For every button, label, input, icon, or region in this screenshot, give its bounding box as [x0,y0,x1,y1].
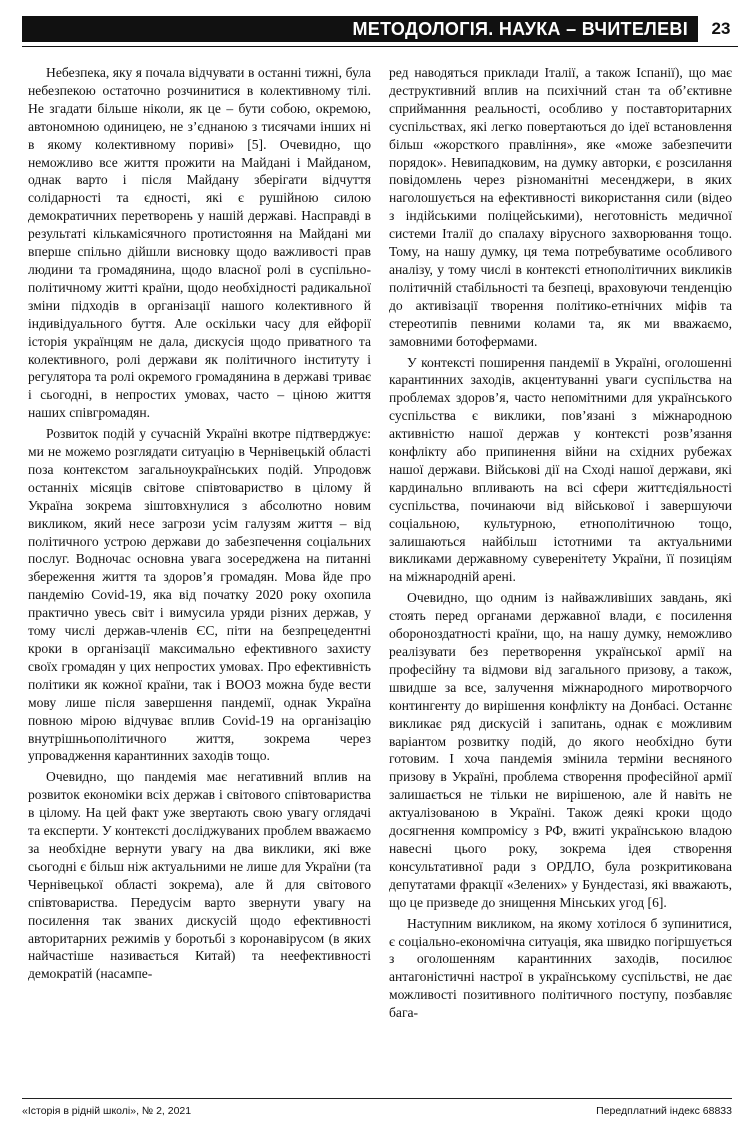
header-rule [22,46,738,47]
left-column [28,64,371,1078]
paragraph: Очевидно, що одним із найважливіших завдань, які стоять перед органами державної влади, є посилення обороноздатності країни, що, на нашу думку, неможливо реалізувати без перетворення української армії на професійну та відмови від загального призову, а також, швидше за все, залучення міжнародного миротворчого контингенту до вирішення конфлікту на Донбасі. Останнє викликає ряд дискусій і запитань, однак є можливим варіантом розвитку подій, до якого необхідно бути готовим. І хоча пандемія змінила терміни весняного призову в Україні, проблема створення професійної армії залишається не тільки не вирішеною, але й навіть не актуалізованою в Україні. Також деякі кроки щодо досягнення компромісу з РФ, вжиті українською владою навесні цього року, зокрема ідея створення консультативної ради з ОРДЛО, була розкритикована депутатами фракції «Зелених» у Бундестазі, які вважають, що це призведе до знищення Мінських угод [6]. [389,590,732,910]
right-column [389,64,732,1078]
paragraph: Очевидно, що пандемія має негативний вплив на розвиток економіки всіх держав і світового співтовариства в цілому. На цей факт уже звертають свою увагу оглядачі та експерти. У контексті досліджуваних проблем вважаємо за необхідне вернути увагу на два виклики, які вже сьогодні є більш ніж актуальними не лише для України (та Чернівецької області зокрема), але й для світового співтовариства. Передусім варто звернути увагу на посилення так званих дискусій щодо ефективності авторитарних режимів у боротьбі з коронавірусом (в яких найчастіше називається Китай) та неефективності демократій (насампе- [28,769,371,982]
paragraph: Розвиток подій у сучасній Україні вкотре підтверджує: ми не можемо розглядати ситуацію в Чернівецькій області поза контекстом загальноукраїнських подій. Упродовж останніх місяців світове співтовариство в цілому й Україна зокрема зіштовхнулися з абсолютно новим викликом, який несе загрози усім галузям життя – від політичного устрою держави до забезпечення соціальних послуг. Водночас основна увага зосереджена на питанні збереження життя та здоров’я громадян. Мова йде про пандемію Covid-19, яка від початку 2020 року охопила практично увесь світ і вимусила уряди різних держав, у тому числі держав-членів ЄС, піти на безпрецедентні кроки в організації максимально ефективного захисту своїх громадян у цих непростих умовах. Про ефективність політики як кожної країни, так і ВООЗ можна буде вести мову лише після завершення пандемії, однак Україна повною мірою відчуває вплив Covid-19 на організацію внутрішньополітичного життя, зокрема через упровадження карантинних заходів тощо. [28,426,371,764]
paragraph: ред наводяться приклади Італії, а також Іспанії), що має деструктивний вплив на психічний стан та об’єктивне сприйманння реальності, особливо у поставторитарних суспільствах, які легко повертаються до ідеї встановлення більш «жорсткого правління», яке «може забезпечити порядок». Невипадковим, на думку авторки, є розсилання повідомлень через різноманітні месенджери, в яких наголошується на ефективності використання сили (відео з індійськими поліцейськими), неготовність медичної системи Італії до спалаху вірусного захворювання тощо. Тому, на нашу думку, ця тема потребуватиме особливого аналізу, у тому числі в контексті етнополітичних викликів політичній стабільності та безпеці, враховуючи тенденцію до активізації творення політико-етнічних міфів та стереотипів певними колами та, як ми вважаємо, замовними ботофермами. [389,65,732,349]
page-number: 23 [711,19,731,38]
footer-subscription: Передплатний індекс 68833 [596,1105,732,1117]
footer-rule [22,1098,732,1099]
section-title: МЕТОДОЛОГІЯ. НАУКА – ВЧИТЕЛЕВІ [352,19,688,39]
paragraph: Наступним викликом, на якому хотілося б зупинитися, є соціально-економічна ситуація, яка швидко погіршується з оголошенням карантинних заходів, посилює антагоністичні настрої в українському суспільстві, не дає можливості позитивного політичного поступу, позбавляє бага- [389,915,732,1021]
article-body [28,64,732,1078]
paragraph: Небезпека, яку я почала відчувати в останні тижні, була небезпекою остаточно розчинитися в колективному тілі. Не згадати більше ніколи, як це – бути собою, окремою, автономною одиницею, не з’єднаною з тисячами інших ні в якому колективному пориві» [5]. Очевидно, що неможливо все життя прожити на Майдані і Майданом, однак варто і після Майдану зберігати відчуття солідарності та єдності, які є рушійною силою демократичних перетворень у нашій державі. Насправді в результаті кількамісячного протистояння на Майдані ми вперше спільно дійшли висновку щодо важливості прав людини та громадянина, щодо власної ролі в суспільно-політичному житті країни, щодо необхідності радикальної зміни підходів в організації нашого колективного й індивідуального буття. Але оскільки часу для ейфорії історія українцям не дала, дискусія щодо приватного та колективного, ролі держави як політичного інституту і регулятора та ролі окремого громадянина в державі триває і сьогодні, в непростих умовах, часто – ціною життя наших співгромадян. [28,65,371,421]
paragraph: У контексті поширення пандемії в Україні, оголошенні карантинних заходів, акцентуванні уваги суспільства на проблемах здоров’я, часто непомітними для українського суспільства є виклики, пов’язані з міжнародною активністю нашої держав у контексті розв’язання конфлікту або припинення війни на східних рубежах нашої держави. Військові дії на Сході нашої держави, які кардинально впливають на всі сфери життєдіяльності суспільства, починаючи від військової і завершуючи соціальною, культурною, етнополітичною тощо, залишаються найбільш істотними та актуальними викликами державному суверенітету України, її позиціям на міжнародній арені. [389,354,732,585]
footer-journal: «Історія в рідній школі», № 2, 2021 [22,1105,192,1117]
header-bar [22,16,698,42]
page-header [22,12,732,46]
